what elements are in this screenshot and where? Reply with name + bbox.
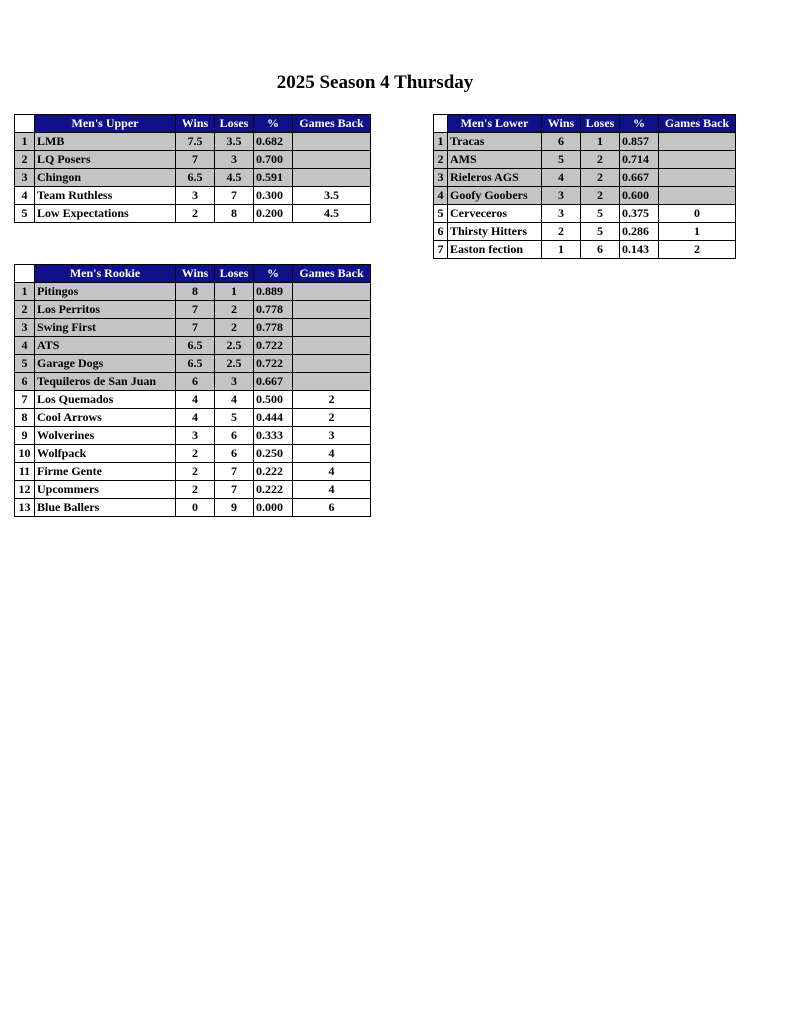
rank-cell: 9 (15, 427, 35, 445)
wins-column-header: Wins (542, 115, 581, 133)
games-back-cell: 3 (293, 427, 371, 445)
pct-cell: 0.700 (254, 151, 293, 169)
wins-cell: 3 (542, 205, 581, 223)
page-title: 2025 Season 4 Thursday (276, 72, 474, 93)
division-name-header: Men's Rookie (35, 265, 176, 283)
table-row (15, 373, 371, 391)
games-back-cell: 6 (293, 499, 371, 517)
loses-cell: 4 (215, 391, 254, 409)
wins-cell: 6.5 (176, 355, 215, 373)
wins-cell: 2 (176, 463, 215, 481)
rank-cell: 13 (15, 499, 35, 517)
team-name-cell: AMS (448, 151, 542, 169)
wins-cell: 3 (176, 427, 215, 445)
table-row (15, 391, 371, 409)
games-back-cell: 4 (293, 463, 371, 481)
loses-cell: 5 (581, 223, 620, 241)
table-row (434, 169, 736, 187)
loses-cell: 6 (215, 427, 254, 445)
wins-cell: 2 (542, 223, 581, 241)
wins-cell: 7 (176, 151, 215, 169)
pct-cell: 0.500 (254, 391, 293, 409)
rank-cell: 5 (15, 355, 35, 373)
loses-cell: 6 (581, 241, 620, 259)
pct-cell: 0.722 (254, 337, 293, 355)
games-back-cell (659, 169, 736, 187)
games-back-cell (293, 337, 371, 355)
games-back-cell: 3.5 (293, 187, 371, 205)
table-row (15, 169, 371, 187)
table-row (15, 283, 371, 301)
table-row (15, 499, 371, 517)
team-name-cell: Los Quemados (35, 391, 176, 409)
games-back-cell: 1 (659, 223, 736, 241)
team-name-cell: Rieleros AGS (448, 169, 542, 187)
rank-column-header (15, 115, 35, 133)
games-back-cell (659, 151, 736, 169)
team-name-cell: Easton fection (448, 241, 542, 259)
team-name-cell: Cerveceros (448, 205, 542, 223)
loses-cell: 3 (215, 373, 254, 391)
games-back-column-header: Games Back (659, 115, 736, 133)
games-back-cell (293, 373, 371, 391)
pct-cell: 0.444 (254, 409, 293, 427)
loses-cell: 2 (581, 151, 620, 169)
table-row (15, 427, 371, 445)
rank-cell: 6 (15, 373, 35, 391)
wins-cell: 8 (176, 283, 215, 301)
team-name-cell: LMB (35, 133, 176, 151)
table-row (15, 151, 371, 169)
games-back-column-header: Games Back (293, 115, 371, 133)
table-row (15, 481, 371, 499)
games-back-cell: 4 (293, 481, 371, 499)
table-row (15, 337, 371, 355)
loses-cell: 4.5 (215, 169, 254, 187)
loses-column-header: Loses (215, 115, 254, 133)
rank-cell: 4 (15, 337, 35, 355)
table-row (15, 319, 371, 337)
pct-column-header: % (254, 265, 293, 283)
games-back-cell (293, 169, 371, 187)
wins-cell: 4 (542, 169, 581, 187)
rank-column-header (434, 115, 448, 133)
games-back-cell: 2 (659, 241, 736, 259)
pct-cell: 0.286 (620, 223, 659, 241)
mens-lower-standings-table (433, 114, 736, 259)
team-name-cell: Team Ruthless (35, 187, 176, 205)
pct-column-header: % (254, 115, 293, 133)
table-header-row (15, 115, 371, 133)
table-row (434, 223, 736, 241)
pct-cell: 0.778 (254, 319, 293, 337)
wins-cell: 6 (176, 373, 215, 391)
team-name-cell: Thirsty Hitters (448, 223, 542, 241)
table-row (434, 151, 736, 169)
rank-cell: 3 (434, 169, 448, 187)
rank-cell: 12 (15, 481, 35, 499)
wins-cell: 7.5 (176, 133, 215, 151)
rank-cell: 7 (15, 391, 35, 409)
loses-cell: 2.5 (215, 337, 254, 355)
rank-cell: 8 (15, 409, 35, 427)
team-name-cell: Tequileros de San Juan (35, 373, 176, 391)
pct-cell: 0.667 (254, 373, 293, 391)
games-back-cell (293, 151, 371, 169)
loses-cell: 5 (581, 205, 620, 223)
games-back-cell: 4 (293, 445, 371, 463)
team-name-cell: Swing First (35, 319, 176, 337)
table-row (15, 355, 371, 373)
rank-cell: 2 (15, 301, 35, 319)
loses-cell: 2 (215, 319, 254, 337)
loses-column-header: Loses (581, 115, 620, 133)
games-back-cell (293, 283, 371, 301)
wins-cell: 6.5 (176, 169, 215, 187)
division-name-header: Men's Lower (448, 115, 542, 133)
loses-cell: 2 (215, 301, 254, 319)
loses-cell: 7 (215, 463, 254, 481)
pct-cell: 0.200 (254, 205, 293, 223)
rank-cell: 3 (15, 169, 35, 187)
games-back-cell (659, 133, 736, 151)
table-row (15, 187, 371, 205)
rank-cell: 1 (15, 283, 35, 301)
pct-cell: 0.857 (620, 133, 659, 151)
table-row (434, 205, 736, 223)
team-name-cell: Tracas (448, 133, 542, 151)
team-name-cell: Firme Gente (35, 463, 176, 481)
rank-cell: 5 (15, 205, 35, 223)
team-name-cell: Cool Arrows (35, 409, 176, 427)
loses-column-header: Loses (215, 265, 254, 283)
games-back-cell: 0 (659, 205, 736, 223)
mens-rookie-standings-table (14, 264, 371, 517)
team-name-cell: ATS (35, 337, 176, 355)
wins-cell: 7 (176, 319, 215, 337)
wins-cell: 6.5 (176, 337, 215, 355)
wins-column-header: Wins (176, 115, 215, 133)
rank-cell: 7 (434, 241, 448, 259)
wins-cell: 2 (176, 205, 215, 223)
games-back-cell (293, 355, 371, 373)
games-back-column-header: Games Back (293, 265, 371, 283)
team-name-cell: Goofy Goobers (448, 187, 542, 205)
games-back-cell (293, 319, 371, 337)
table-header-row (15, 265, 371, 283)
loses-cell: 2 (581, 169, 620, 187)
table-row (15, 445, 371, 463)
pct-cell: 0.222 (254, 463, 293, 481)
pct-cell: 0.222 (254, 481, 293, 499)
pct-cell: 0.000 (254, 499, 293, 517)
loses-cell: 3 (215, 151, 254, 169)
loses-cell: 3.5 (215, 133, 254, 151)
team-name-cell: LQ Posers (35, 151, 176, 169)
rank-cell: 1 (434, 133, 448, 151)
table-row (15, 205, 371, 223)
rank-cell: 5 (434, 205, 448, 223)
table-row (15, 133, 371, 151)
wins-cell: 7 (176, 301, 215, 319)
loses-cell: 1 (215, 283, 254, 301)
table-row (434, 133, 736, 151)
loses-cell: 7 (215, 187, 254, 205)
wins-cell: 3 (542, 187, 581, 205)
wins-cell: 3 (176, 187, 215, 205)
loses-cell: 2.5 (215, 355, 254, 373)
loses-cell: 1 (581, 133, 620, 151)
pct-cell: 0.300 (254, 187, 293, 205)
team-name-cell: Upcommers (35, 481, 176, 499)
pct-cell: 0.714 (620, 151, 659, 169)
team-name-cell: Wolverines (35, 427, 176, 445)
games-back-cell (293, 301, 371, 319)
rank-column-header (15, 265, 35, 283)
team-name-cell: Garage Dogs (35, 355, 176, 373)
pct-cell: 0.778 (254, 301, 293, 319)
loses-cell: 6 (215, 445, 254, 463)
table-row (15, 463, 371, 481)
pct-cell: 0.591 (254, 169, 293, 187)
table-row (15, 301, 371, 319)
team-name-cell: Low Expectations (35, 205, 176, 223)
wins-cell: 4 (176, 391, 215, 409)
rank-cell: 1 (15, 133, 35, 151)
loses-cell: 2 (581, 187, 620, 205)
rank-cell: 4 (15, 187, 35, 205)
games-back-cell: 4.5 (293, 205, 371, 223)
games-back-cell (293, 133, 371, 151)
wins-column-header: Wins (176, 265, 215, 283)
wins-cell: 0 (176, 499, 215, 517)
pct-cell: 0.682 (254, 133, 293, 151)
pct-cell: 0.375 (620, 205, 659, 223)
table-row (15, 409, 371, 427)
team-name-cell: Blue Ballers (35, 499, 176, 517)
games-back-cell (659, 187, 736, 205)
pct-cell: 0.143 (620, 241, 659, 259)
pct-cell: 0.722 (254, 355, 293, 373)
pct-cell: 0.889 (254, 283, 293, 301)
rank-cell: 10 (15, 445, 35, 463)
games-back-cell: 2 (293, 409, 371, 427)
wins-cell: 1 (542, 241, 581, 259)
division-name-header: Men's Upper (35, 115, 176, 133)
games-back-cell: 2 (293, 391, 371, 409)
loses-cell: 8 (215, 205, 254, 223)
rank-cell: 6 (434, 223, 448, 241)
loses-cell: 5 (215, 409, 254, 427)
wins-cell: 5 (542, 151, 581, 169)
wins-cell: 4 (176, 409, 215, 427)
wins-cell: 2 (176, 445, 215, 463)
rank-cell: 11 (15, 463, 35, 481)
wins-cell: 2 (176, 481, 215, 499)
rank-cell: 2 (434, 151, 448, 169)
table-row (434, 187, 736, 205)
table-row (434, 241, 736, 259)
wins-cell: 6 (542, 133, 581, 151)
table-header-row (434, 115, 736, 133)
team-name-cell: Wolfpack (35, 445, 176, 463)
loses-cell: 9 (215, 499, 254, 517)
pct-cell: 0.600 (620, 187, 659, 205)
pct-cell: 0.667 (620, 169, 659, 187)
pct-cell: 0.250 (254, 445, 293, 463)
team-name-cell: Pitingos (35, 283, 176, 301)
rank-cell: 2 (15, 151, 35, 169)
rank-cell: 3 (15, 319, 35, 337)
team-name-cell: Los Perritos (35, 301, 176, 319)
loses-cell: 7 (215, 481, 254, 499)
pct-cell: 0.333 (254, 427, 293, 445)
rank-cell: 4 (434, 187, 448, 205)
mens-upper-standings-table (14, 114, 371, 223)
team-name-cell: Chingon (35, 169, 176, 187)
pct-column-header: % (620, 115, 659, 133)
